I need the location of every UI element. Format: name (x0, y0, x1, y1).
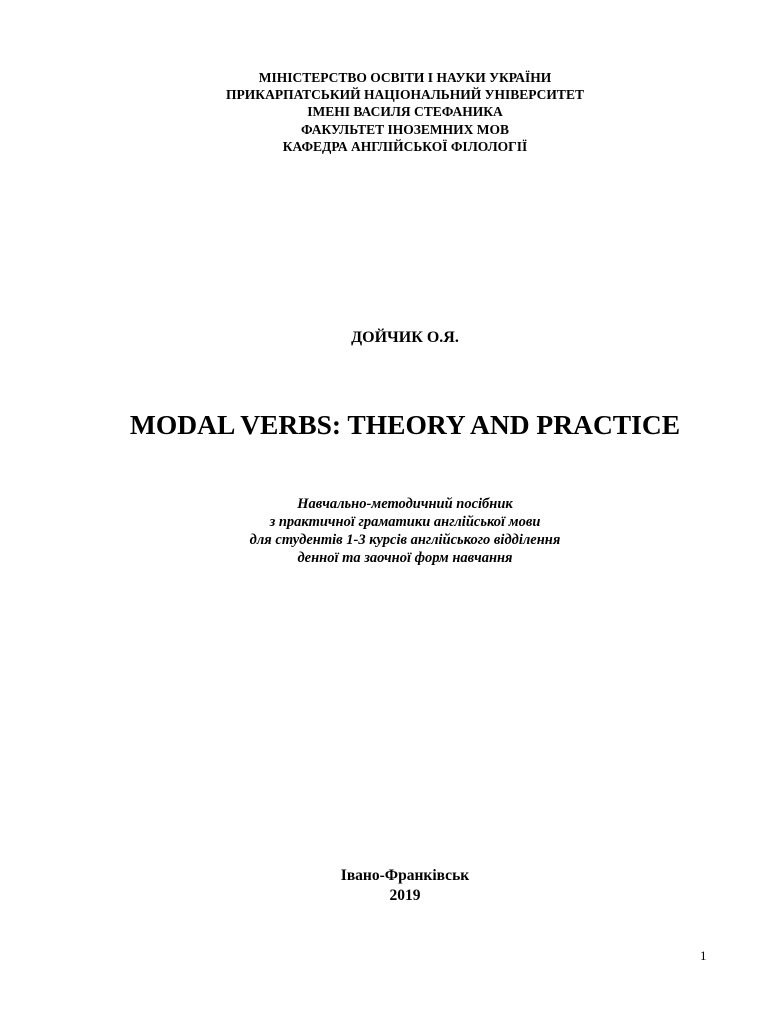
subtitle-line: з практичної граматики англійської мови (269, 514, 541, 530)
faculty-line: ФАКУЛЬТЕТ ІНОЗЕМНИХ МОВ (301, 121, 509, 137)
department-line: КАФЕДРА АНГЛІЙСЬКОЇ ФІЛОЛОГІЇ (282, 138, 528, 154)
author-name: ДОЙЧИК О.Я. (351, 329, 459, 346)
university-name-line: ІМЕНІ ВАСИЛЯ СТЕФАНИКА (307, 104, 503, 120)
institution-header (0, 69, 770, 155)
publication-year: 2019 (389, 886, 421, 904)
page-number: 1 (700, 948, 707, 963)
ministry-line: МІНІСТЕРСТВО ОСВІТИ І НАУКИ УКРАЇНИ (258, 70, 552, 85)
publication-city: Івано-Франківськ (340, 867, 470, 884)
subtitle-line: денної та заочної форм навчання (297, 550, 513, 566)
subtitle-line: для студентів 1-3 курсів англійського відділення (249, 532, 561, 548)
document-title: MODAL VERBS: THEORY AND PRACTICE (129, 409, 681, 440)
document-subtitle (0, 495, 770, 567)
university-line: ПРИКАРПАТСЬКИЙ НАЦІОНАЛЬНИЙ УНІВЕРСИТЕТ (226, 87, 584, 103)
subtitle-line: Навчально-методичний посібник (297, 496, 513, 512)
publication-info (0, 866, 770, 905)
